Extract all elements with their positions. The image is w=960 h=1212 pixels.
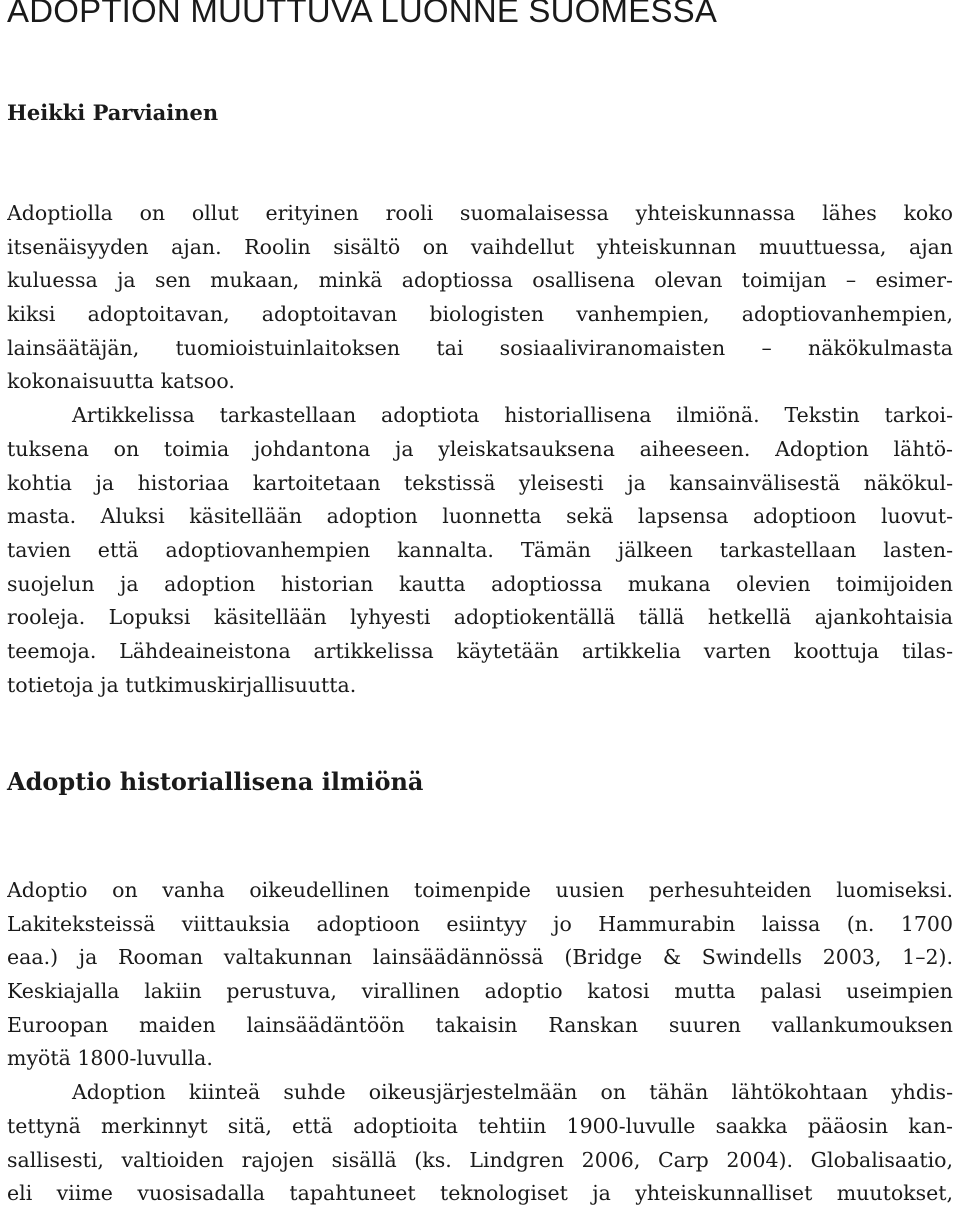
text-line: tavien että adoptiovanhempien kannalta. Tämän jälkeen tarkastellaan lasten- bbox=[7, 537, 953, 562]
text-line: Adoptiolla on ollut erityinen rooli suomalaisessa yhteiskunnassa lähes koko bbox=[7, 201, 953, 225]
text-line: kuluessa ja sen mukaan, minkä adoptiossa osallisena olevan toimijan – esimer- bbox=[7, 268, 953, 293]
text-line: eaa.) ja Rooman valtakunnan lainsäädännössä (Bridge & Swindells 2003, 1–2). bbox=[7, 945, 953, 970]
text-line: kohtia ja historiaa kartoitetaan tekstissä yleisesti ja kansainvälisestä näkökul- bbox=[7, 470, 953, 495]
text-line: kiksi adoptoitavan, adoptoitavan biologisten vanhempien, adoptiovanhempien, bbox=[7, 302, 953, 327]
text-line: Euroopan maiden lainsäädäntöön takaisin Ranskan suuren vallankumouksen bbox=[7, 1012, 953, 1037]
text-line: sallisesti, valtioiden rajojen sisällä (ks. Lindgren 2006, Carp 2004). Globalisaatio, bbox=[7, 1147, 953, 1172]
text-line: Lakiteksteissä viittauksia adoptioon esiintyy jo Hammurabin laissa (n. 1700 bbox=[7, 911, 953, 936]
text-line: suojelun ja adoption historian kautta adoptiossa mukana olevien toimijoiden bbox=[7, 571, 953, 596]
text-line: itsenäisyyden ajan. Roolin sisältö on vaihdellut yhteiskunnan muuttuessa, ajan bbox=[7, 234, 953, 259]
text-line: Keskiajalla lakiin perustuva, virallinen adoptio katosi mutta palasi useimpien bbox=[7, 979, 953, 1004]
text-line: rooleja. Lopuksi käsitellään lyhyesti adoptiokentällä tällä hetkellä ajankohtaisia bbox=[7, 605, 953, 630]
article-author: Heikki Parviainen bbox=[7, 100, 219, 125]
section-heading: Adoptio historiallisena ilmiönä bbox=[7, 767, 424, 796]
text-line: kokonaisuutta katsoo. bbox=[7, 369, 235, 394]
text-line: teemoja. Lähdeaineistona artikkelissa käytetään artikkelia varten koottuja tilas- bbox=[7, 638, 953, 663]
text-line: myötä 1800-luvulla. bbox=[7, 1046, 213, 1071]
text-line: lainsäätäjän, tuomioistuinlaitoksen tai sosiaaliviranomaisten – näkökulmasta bbox=[7, 335, 953, 360]
text-line: tuksena on toimia johdantona ja yleiskatsauksena aiheeseen. Adoption lähtö- bbox=[7, 436, 953, 461]
abstract-paragraph bbox=[7, 197, 953, 702]
text-line: Adoption kiinteä suhde oikeusjärjestelmään on tähän lähtökohtaan yhdis- bbox=[72, 1080, 953, 1105]
article-title: ADOPTION MUUTTUVA LUONNE SUOMESSA bbox=[7, 0, 718, 29]
text-line: totietoja ja tutkimuskirjallisuutta. bbox=[7, 672, 357, 697]
text-line: Artikkelissa tarkastellaan adoptiota historiallisena ilmiönä. Tekstin tarkoi- bbox=[72, 403, 953, 428]
text-line: eli viime vuosisadalla tapahtuneet teknologiset ja yhteiskunnalliset muutokset, bbox=[7, 1181, 953, 1206]
text-line: Adoptio on vanha oikeudellinen toimenpide uusien perhesuhteiden luomiseksi. bbox=[7, 878, 953, 902]
text-line: tettynä merkinnyt sitä, että adoptioita tehtiin 1900-luvulle saakka pääosin kan- bbox=[7, 1113, 953, 1138]
body-paragraph bbox=[7, 874, 953, 1211]
text-line: masta. Aluksi käsitellään adoption luonnetta sekä lapsensa adoptioon luovut- bbox=[7, 504, 953, 529]
